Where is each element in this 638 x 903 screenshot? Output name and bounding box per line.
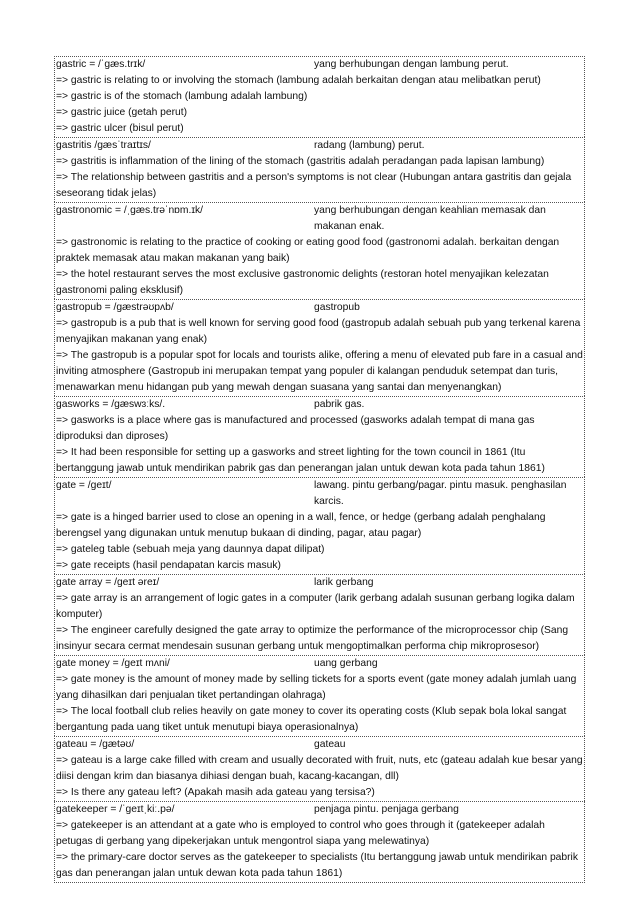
headword-pronunciation: gate array = /geɪt əreɪ/ [56, 577, 160, 588]
dictionary-entry [54, 801, 585, 883]
example-line: => gastropub is a pub that is well known for serving good food (gastropub adalah sebuah pub yang terkenal karena menyajikan makanan yang enak) [56, 318, 581, 345]
dictionary-entry [54, 202, 585, 299]
example-line: => gate is a hinged barrier used to close an opening in a wall, fence, or hedge (gerbang adalah penghalang berengsel yang digunakan untuk menutup bukaan di dinding, pagar, atau pagar) [56, 512, 546, 539]
headword-row [56, 575, 583, 591]
headword-row [56, 656, 583, 672]
headword-meaning: yang berhubungan dengan lambung perut. [314, 59, 509, 70]
headword-pronunciation: gate = /geɪt/ [56, 480, 112, 491]
example-line: => gateleg table (sebuah meja yang daunnya dapat dilipat) [56, 544, 325, 555]
example-line: => the hotel restaurant serves the most exclusive gastronomic delights (restoran hotel menyajikan kelezatan gastronomi paling eksklusif) [56, 269, 549, 296]
dictionary-entry [54, 736, 585, 801]
headword-row [56, 737, 583, 753]
dictionary-entry [54, 56, 585, 137]
headword-pronunciation: gasworks = /gæswɜːks/. [56, 399, 166, 410]
headword-pronunciation: gate money = /geɪt mʌni/ [56, 658, 170, 669]
dictionary-entry [54, 574, 585, 655]
headword-meaning: gastropub [314, 302, 360, 313]
example-line: => gate money is the amount of money made by selling tickets for a sports event (gate money adalah jumlah uang yang dihasilkan dari penjualan tiket pertandingan olahraga) [56, 674, 577, 701]
document-body [54, 56, 585, 883]
headword-pronunciation: gastropub = /gæstrəʊpʌb/ [56, 302, 174, 313]
example-line: => gastronomic is relating to the practice of cooking or eating good food (gastronomi adalah. berkaitan dengan praktek memasak atau makan makanan yang baik) [56, 237, 560, 264]
headword-meaning: yang berhubungan dengan keahlian memasak dan makanan enak. [314, 205, 546, 232]
example-line: => It had been responsible for setting up a gasworks and street lighting for the town council in 1861 (Itu bertanggung jawab untuk mendirikan pabrik gas dan penerangan jalan untuk dewan kota pada tahun 1861) [56, 447, 545, 474]
headword-pronunciation: gatekeeper = /ˈgeɪtˌkiː.pə/ [56, 804, 175, 815]
example-line: => gastric ulcer (bisul perut) [56, 123, 184, 134]
example-line: => gateau is a large cake filled with cream and usually decorated with fruit, nuts, etc (gateau adalah kue besar yang diisi dengan krim dan biasanya dihiasi dengan buah, kacang-kacangan, dll) [56, 755, 583, 782]
headword-row [56, 138, 583, 154]
dictionary-entry [54, 137, 585, 202]
example-line: => The relationship between gastritis and a person's symptoms is not clear (Hubungan antara gastritis dan gejala seseorang tidak jelas) [56, 172, 572, 199]
headword-pronunciation: gastritis /gæsˈtraɪtɪs/ [56, 140, 151, 151]
example-line: => gate array is an arrangement of logic gates in a computer (larik gerbang adalah susunan gerbang logika dalam komputer) [56, 593, 575, 620]
example-line: => gastritis is inflammation of the lining of the stomach (gastritis adalah peradangan pada lapisan lambung) [56, 156, 545, 167]
headword-meaning: penjaga pintu. penjaga gerbang [314, 804, 459, 815]
dictionary-entry [54, 299, 585, 396]
dictionary-entry [54, 655, 585, 736]
example-line: => The engineer carefully designed the gate array to optimize the performance of the microprocessor chip (Sang insinyur secara cermat mendesain susunan gerbang untuk mengoptimalkan performa chip mikroprosesor) [56, 625, 569, 652]
headword-meaning: larik gerbang [314, 577, 374, 588]
example-line: => the primary-care doctor serves as the gatekeeper to specialists (Itu bertanggung jawab untuk mendirikan pabrik gas dan penerangan jalan untuk dewan kota pada tahun 1861) [56, 852, 578, 879]
dictionary-entry [54, 396, 585, 477]
headword-row [56, 57, 583, 73]
example-line: => gastric juice (getah perut) [56, 107, 188, 118]
headword-row [56, 300, 583, 316]
headword-row [56, 397, 583, 413]
headword-pronunciation: gateau = /gætəʊ/ [56, 739, 135, 750]
example-line: => Is there any gateau left? (Apakah masih ada gateau yang tersisa?) [56, 787, 375, 798]
dictionary-entry [54, 477, 585, 574]
headword-row [56, 802, 583, 818]
example-line: => gatekeeper is an attendant at a gate who is employed to control who goes through it (gatekeeper adalah petugas di gerbang yang dipekerjakan untuk mengontrol siapa yang melewatinya) [56, 820, 545, 847]
headword-pronunciation: gastronomic = /ˌgæs.trəˈnɒm.ɪk/ [56, 205, 204, 216]
example-line: => The gastropub is a popular spot for locals and tourists alike, offering a menu of elevated pub fare in a casual and inviting atmosphere (Gastropub ini merupakan tempat yang populer di kalangan penduduk setempat dan turis, menawarkan menu hidangan pub yang mewah dengan suasana yang santai dan menyenangkan) [56, 350, 583, 393]
example-line: => gastric is of the stomach (lambung adalah lambung) [56, 91, 308, 102]
headword-pronunciation: gastric = /ˈgæs.trɪk/ [56, 59, 146, 70]
headword-row [56, 478, 583, 510]
headword-meaning: pabrik gas. [314, 399, 365, 410]
headword-row [56, 203, 583, 235]
example-line: => gastric is relating to or involving the stomach (lambung adalah berkaitan dengan atau melibatkan perut) [56, 75, 541, 86]
headword-meaning: lawang. pintu gerbang/pagar. pintu masuk. penghasilan karcis. [314, 480, 567, 507]
headword-meaning: gateau [314, 739, 346, 750]
headword-meaning: uang gerbang [314, 658, 378, 669]
example-line: => The local football club relies heavily on gate money to cover its operating costs (Klub sepak bola lokal sangat bergantung pada uang tiket untuk menutupi biaya operasionalnya) [56, 706, 567, 733]
example-line: => gasworks is a place where gas is manufactured and processed (gasworks adalah tempat di mana gas diproduksi dan diproses) [56, 415, 535, 442]
example-line: => gate receipts (hasil pendapatan karcis masuk) [56, 560, 281, 571]
headword-meaning: radang (lambung) perut. [314, 140, 425, 151]
